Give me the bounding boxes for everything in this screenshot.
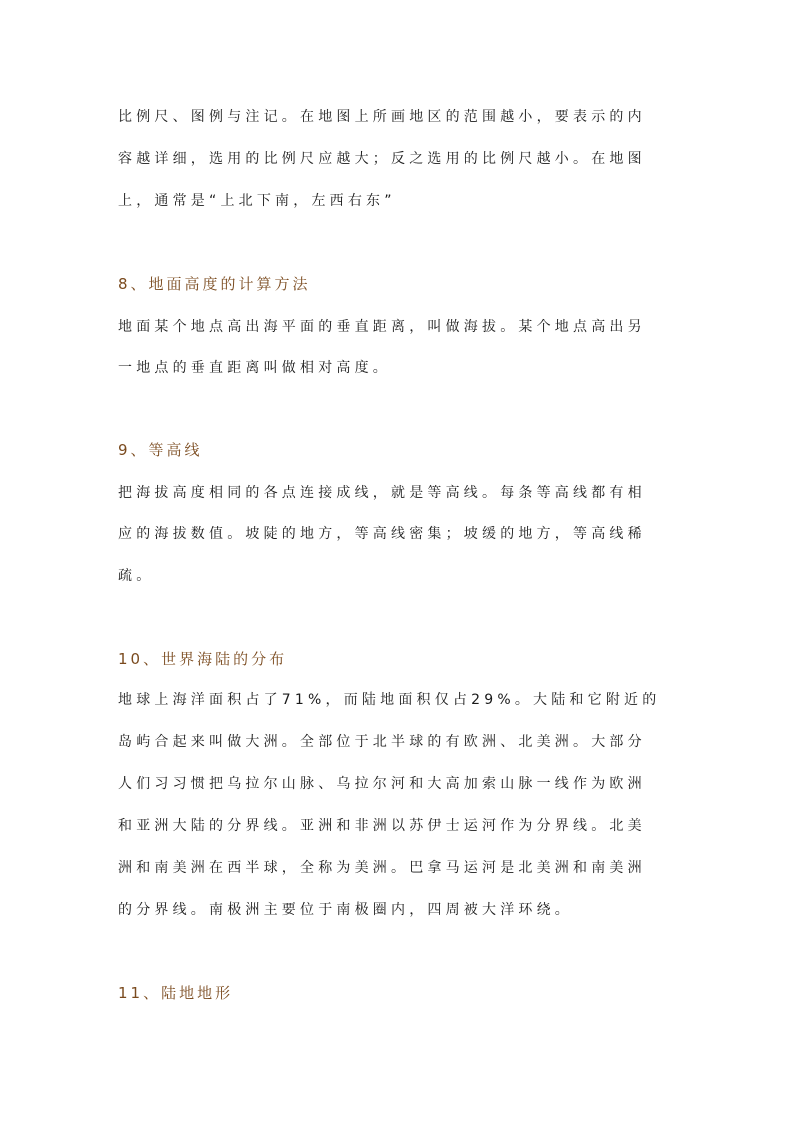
section-heading-10: 10、世界海陆的分布 (118, 650, 288, 668)
paragraph-line: 应的海拔数值。坡陡的地方，等高线密集；坡缓的地方，等高线稀 (118, 526, 646, 542)
paragraph-line: 比例尺、图例与注记。在地图上所画地区的范围越小，要表示的内 (118, 109, 646, 125)
paragraph-line: 地面某个地点高出海平面的垂直距离，叫做海拔。某个地点高出另 (118, 319, 646, 335)
paragraph-line: 岛屿合起来叫做大洲。全部位于北半球的有欧洲、北美洲。大部分 (118, 734, 646, 750)
paragraph-line: 容越详细，选用的比例尺应越大；反之选用的比例尺越小。在地图 (118, 151, 646, 167)
paragraph-line: 的分界线。南极洲主要位于南极圈内，四周被大洋环绕。 (118, 902, 573, 918)
paragraph-line: 人们习习惯把乌拉尔山脉、乌拉尔河和大高加索山脉一线作为欧洲 (118, 776, 646, 792)
paragraph-line: 上，通常是“上北下南，左西右东” (118, 193, 396, 209)
section-heading-8: 8、地面高度的计算方法 (118, 275, 311, 293)
paragraph-line: 洲和南美洲在西半球，全称为美洲。巴拿马运河是北美洲和南美洲 (118, 860, 646, 876)
section-heading-11: 11、陆地地形 (118, 984, 234, 1002)
paragraph-line: 地球上海洋面积占了71%，而陆地面积仅占29%。大陆和它附近的 (118, 692, 661, 708)
paragraph-line: 疏。 (118, 568, 155, 584)
paragraph-line: 一地点的垂直距离叫做相对高度。 (118, 360, 391, 376)
paragraph-line: 和亚洲大陆的分界线。亚洲和非洲以苏伊士运河作为分界线。北美 (118, 818, 646, 834)
paragraph-line: 把海拔高度相同的各点连接成线，就是等高线。每条等高线都有相 (118, 485, 646, 501)
section-heading-9: 9、等高线 (118, 441, 203, 459)
